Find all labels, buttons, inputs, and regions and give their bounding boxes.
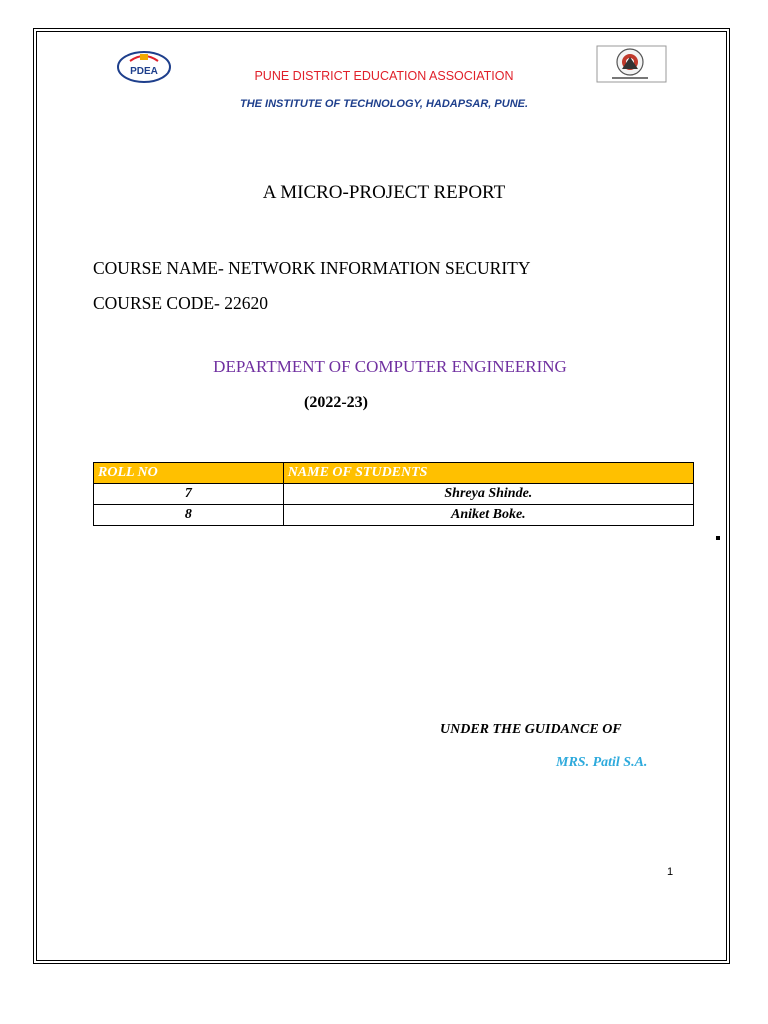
table-row [94, 484, 694, 505]
mentor-name: MRS. Patil S.A. [556, 755, 648, 770]
roll-no-header: ROLL NO [94, 463, 284, 484]
table-row [94, 505, 694, 526]
student-name-header: NAME OF STUDENTS [283, 463, 693, 484]
table-header-row [94, 463, 694, 484]
student-name-cell: Aniket Boke. [283, 505, 693, 526]
department-name: DEPARTMENT OF COMPUTER ENGINEERING [213, 357, 567, 376]
course-name: COURSE NAME- NETWORK INFORMATION SECURITY [93, 258, 531, 278]
page-number: 1 [667, 866, 674, 878]
roll-no-cell: 7 [94, 484, 284, 505]
guidance-label: UNDER THE GUIDANCE OF [440, 722, 622, 737]
association-name: PUNE DISTRICT EDUCATION ASSOCIATION [254, 69, 514, 83]
institute-name: THE INSTITUTE OF TECHNOLOGY, HADAPSAR, PUNE. [239, 98, 529, 110]
stray-dot [716, 536, 720, 540]
report-title: A MICRO-PROJECT REPORT [262, 182, 506, 203]
pdea-logo-text: PDEA [130, 66, 158, 77]
students-table [93, 462, 694, 526]
course-code: COURSE CODE- 22620 [93, 293, 269, 313]
roll-no-cell: 8 [94, 505, 284, 526]
academic-year: (2022-23) [304, 394, 368, 411]
student-name-cell: Shreya Shinde. [283, 484, 693, 505]
